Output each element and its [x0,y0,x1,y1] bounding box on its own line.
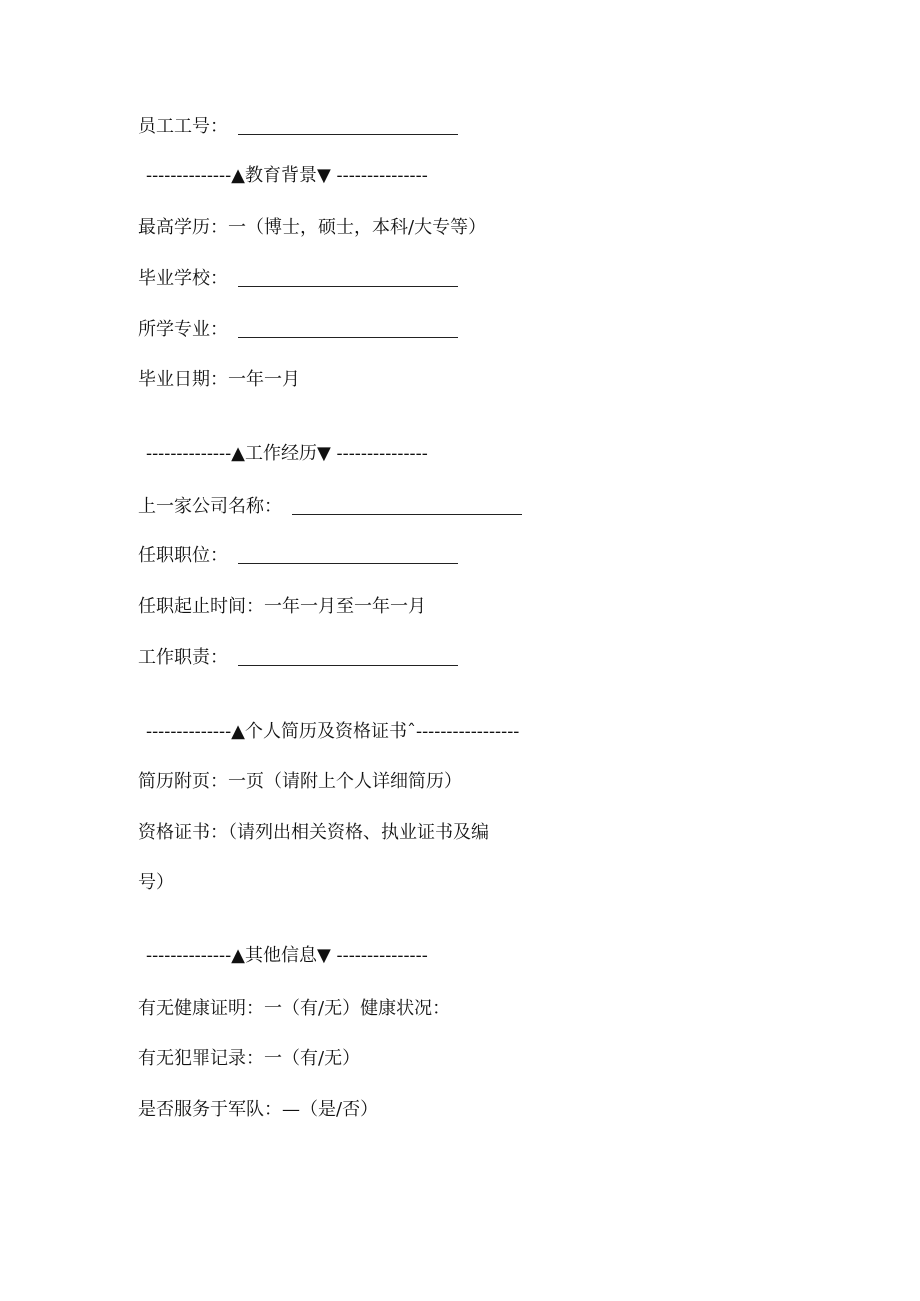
health-cert-row: 有无健康证明：一（有/无）健康状况： [138,998,451,1019]
employee-id-blank[interactable] [238,118,458,135]
major-row [138,317,458,343]
employee-id-row [138,114,458,140]
major-blank[interactable] [238,321,458,338]
highest-degree-row: 最高学历：一（博士，硕士，本科/大专等） [138,217,487,238]
section-education-header: --------------▲教育背景▼ --------------- [146,165,428,186]
position-blank[interactable] [238,547,458,564]
last-company-blank[interactable] [292,498,522,515]
period-row: 任职起止时间：一年一月至一年一月 [138,596,426,617]
certificates-row: 资格证书：（请列出相关资格、执业证书及编 [138,822,489,843]
duties-label: 工作职责： [138,647,228,668]
position-row [138,543,458,569]
position-label: 任职职位： [138,545,228,566]
duties-row [138,645,458,671]
duties-blank[interactable] [238,649,458,666]
school-label: 毕业学校： [138,268,228,289]
section-work-header: --------------▲工作经历▼ --------------- [146,443,428,464]
criminal-record-row: 有无犯罪记录：一（有/无） [138,1048,361,1069]
last-company-row [138,494,522,520]
certificates-row-continued: 号） [138,872,174,893]
last-company-label: 上一家公司名称： [138,496,282,517]
resume-attachment-row: 简历附页：一页（请附上个人详细简历） [138,771,462,792]
major-label: 所学专业： [138,319,228,340]
grad-date-row: 毕业日期：一年一月 [138,369,300,390]
employee-id-label: 员工工号： [138,116,228,137]
section-resume-header: --------------▲个人简历及资格证书ˆ----------------- [146,721,520,742]
military-row: 是否服务于军队：—（是/否） [138,1099,379,1120]
school-row [138,266,458,292]
section-other-header: --------------▲其他信息▼ --------------- [146,945,428,966]
school-blank[interactable] [238,270,458,287]
